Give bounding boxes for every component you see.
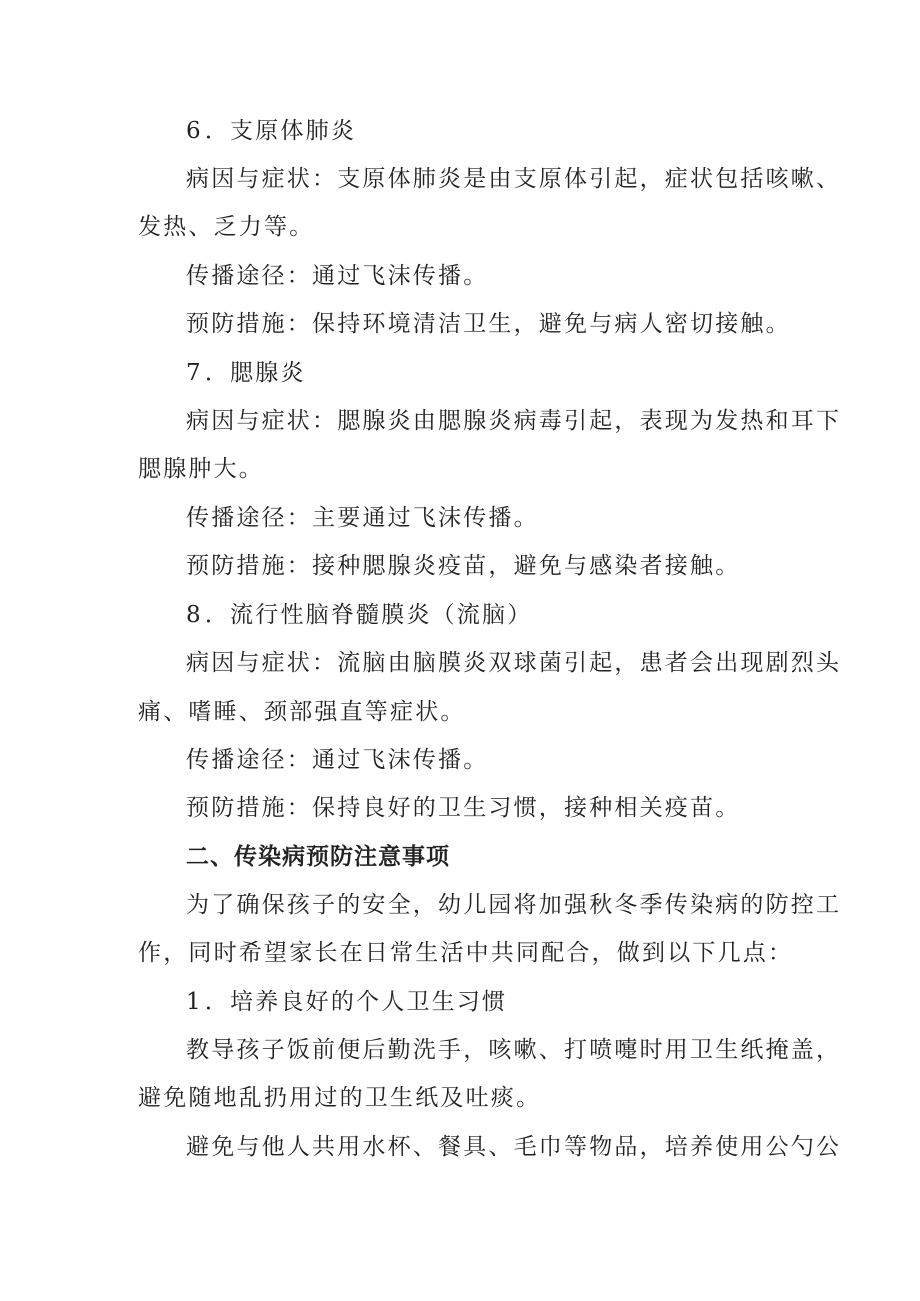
section-number: 6 [186, 118, 203, 144]
section-title-text: ．腮腺炎 [204, 360, 306, 386]
paragraph-line: 痛、嗜睡、颈部强直等症状。 [138, 699, 466, 725]
section-number: 8 [186, 602, 203, 628]
paragraph-line: 传播途径：通过飞沫传播。 [186, 747, 489, 773]
item-title-hygiene-habits [186, 987, 507, 1017]
paragraph-line: 作，同时希望家长在日常生活中共同配合，做到以下几点： [138, 940, 794, 966]
paragraph-line: 传播途径：通过飞沫传播。 [186, 263, 489, 289]
paragraph-line: 预防措施：保持良好的卫生习惯，接种相关疫苗。 [186, 795, 741, 821]
paragraph-line: 病因与症状：腮腺炎由腮腺炎病毒引起，表现为发热和耳下 [186, 408, 842, 434]
paragraph-line: 预防措施：保持环境清洁卫生，避免与病人密切接触。 [186, 311, 791, 337]
item-number: 1 [186, 989, 203, 1015]
paragraph-line: 病因与症状：流脑由脑膜炎双球菌引起，患者会出现剧烈头 [186, 650, 842, 676]
section-title-mumps [186, 358, 306, 388]
section-title-text: ．流行性脑脊髓膜炎（流脑） [204, 602, 533, 628]
item-title-text: ．培养良好的个人卫生习惯 [204, 989, 508, 1015]
section-title-text: ．支原体肺炎 [204, 118, 357, 144]
paragraph-line: 发热、乏力等。 [138, 214, 315, 240]
paragraph-line: 腮腺肿大。 [138, 456, 264, 482]
section-heading-prevention-notes: 二、传染病预防注意事项 [186, 844, 450, 870]
section-title-mycoplasma-pneumonia [186, 116, 356, 146]
section-number: 7 [186, 360, 203, 386]
paragraph-line: 传播途径：主要通过飞沫传播。 [186, 505, 539, 531]
paragraph-line: 避免随地乱扔用过的卫生纸及吐痰。 [138, 1085, 542, 1111]
paragraph-line: 避免与他人共用水杯、餐具、毛巾等物品，培养使用公勺公 [186, 1134, 842, 1160]
paragraph-line: 为了确保孩子的安全，幼儿园将加强秋冬季传染病的防控工 [186, 892, 842, 918]
paragraph-line: 病因与症状：支原体肺炎是由支原体引起，症状包括咳嗽、 [186, 166, 842, 192]
paragraph-line: 预防措施：接种腮腺炎疫苗，避免与感染者接触。 [186, 553, 741, 579]
section-title-meningitis [186, 600, 532, 630]
paragraph-line: 教导孩子饭前便后勤洗手，咳嗽、打喷嚏时用卫生纸掩盖， [186, 1037, 842, 1063]
